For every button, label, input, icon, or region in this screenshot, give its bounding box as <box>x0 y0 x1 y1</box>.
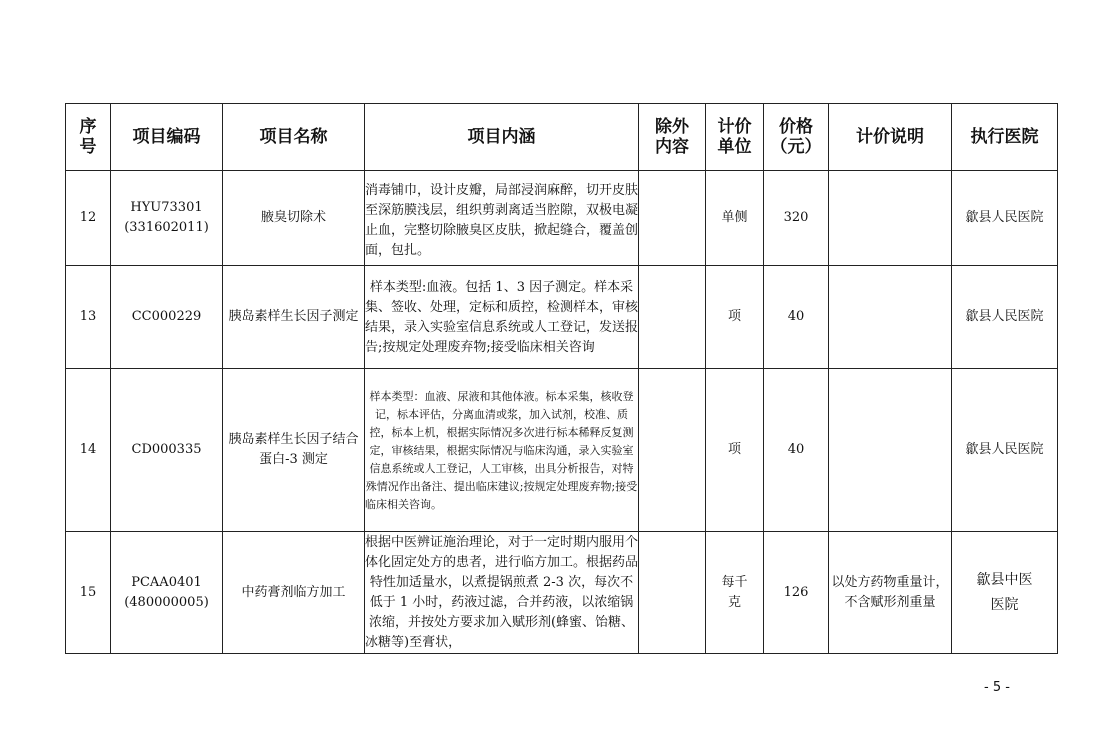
header-unit: 计价 单位 <box>706 104 764 171</box>
row-hospital: 歙县人民医院 <box>952 369 1058 532</box>
row-code: PCAA0401 (480000005) <box>111 532 223 654</box>
row-name: 腋臭切除术 <box>223 171 365 266</box>
row-price: 40 <box>764 369 829 532</box>
row-content: 样本类型:血液。包括 1、3 因子测定。样本采集、签收、处理，定标和质控，检测样本，审核结果，录入实验室信息系统或人工登记，发送报告;按规定处理废弃物;接受临床相关咨询 <box>365 266 639 369</box>
row-note <box>829 266 952 369</box>
row-code: CC000229 <box>111 266 223 369</box>
row-content: 消毒铺巾，设计皮瓣，局部浸润麻醉，切开皮肤至深筋膜浅层，组织剪剥离适当腔隙，双极电凝止血，完整切除腋臭区皮肤，掀起缝合，覆盖创面，包扎。 <box>365 171 639 266</box>
row-hospital: 歙县人民医院 <box>952 171 1058 266</box>
table-row <box>66 171 1058 266</box>
row-content: 根据中医辨证施治理论，对于一定时期内服用个体化固定处方的患者，进行临方加工。根据药品特性加适量水，以煮提锅煎煮 2-3 次，每次不低于 1 小时，药液过滤，合并药液，以浓缩锅浓缩，并按处方要求加入赋形剂(蜂蜜、饴糖、冰糖等)至膏状， <box>365 532 639 654</box>
table-row <box>66 369 1058 532</box>
header-row <box>66 104 1058 171</box>
row-exclusion <box>639 532 706 654</box>
page-number: - 5 - <box>984 680 1010 695</box>
row-name: 胰岛素样生长因子结合蛋白-3 测定 <box>223 369 365 532</box>
row-unit: 每千克 <box>706 532 764 654</box>
row-price: 126 <box>764 532 829 654</box>
header-price: 价格 （元） <box>764 104 829 171</box>
header-exclusion: 除外 内容 <box>639 104 706 171</box>
row-index: 15 <box>66 532 111 654</box>
header-name: 项目名称 <box>223 104 365 171</box>
row-exclusion <box>639 266 706 369</box>
header-code: 项目编码 <box>111 104 223 171</box>
row-hospital: 歙县人民医院 <box>952 266 1058 369</box>
header-index: 序 号 <box>66 104 111 171</box>
row-code: CD000335 <box>111 369 223 532</box>
price-table <box>65 103 1058 654</box>
row-exclusion <box>639 171 706 266</box>
header-hospital: 执行医院 <box>952 104 1058 171</box>
row-hospital: 歙县中医医院 <box>952 532 1058 654</box>
row-exclusion <box>639 369 706 532</box>
row-price: 320 <box>764 171 829 266</box>
row-index: 14 <box>66 369 111 532</box>
row-name: 胰岛素样生长因子测定 <box>223 266 365 369</box>
header-content: 项目内涵 <box>365 104 639 171</box>
table-row <box>66 532 1058 654</box>
row-index: 13 <box>66 266 111 369</box>
row-price: 40 <box>764 266 829 369</box>
header-note: 计价说明 <box>829 104 952 171</box>
row-unit: 单侧 <box>706 171 764 266</box>
row-unit: 项 <box>706 369 764 532</box>
row-note <box>829 171 952 266</box>
row-name: 中药膏剂临方加工 <box>223 532 365 654</box>
table-row <box>66 266 1058 369</box>
row-note: 以处方药物重量计，不含赋形剂重量 <box>829 532 952 654</box>
row-code: HYU73301 (331602011) <box>111 171 223 266</box>
row-unit: 项 <box>706 266 764 369</box>
row-index: 12 <box>66 171 111 266</box>
row-content: 样本类型：血液、尿液和其他体液。标本采集，核收登记，标本评估，分离血清或浆，加入试剂，校准、质控，标本上机，根据实际情况多次进行标本稀释反复测定，审核结果，根据实际情况与临床沟通，录入实验室信息系统或人工登记，人工审核，出具分析报告，对特殊情况作出备注、提出临床建议;按规定处理废弃物;接受临床相关咨询。 <box>365 369 639 532</box>
row-note <box>829 369 952 532</box>
